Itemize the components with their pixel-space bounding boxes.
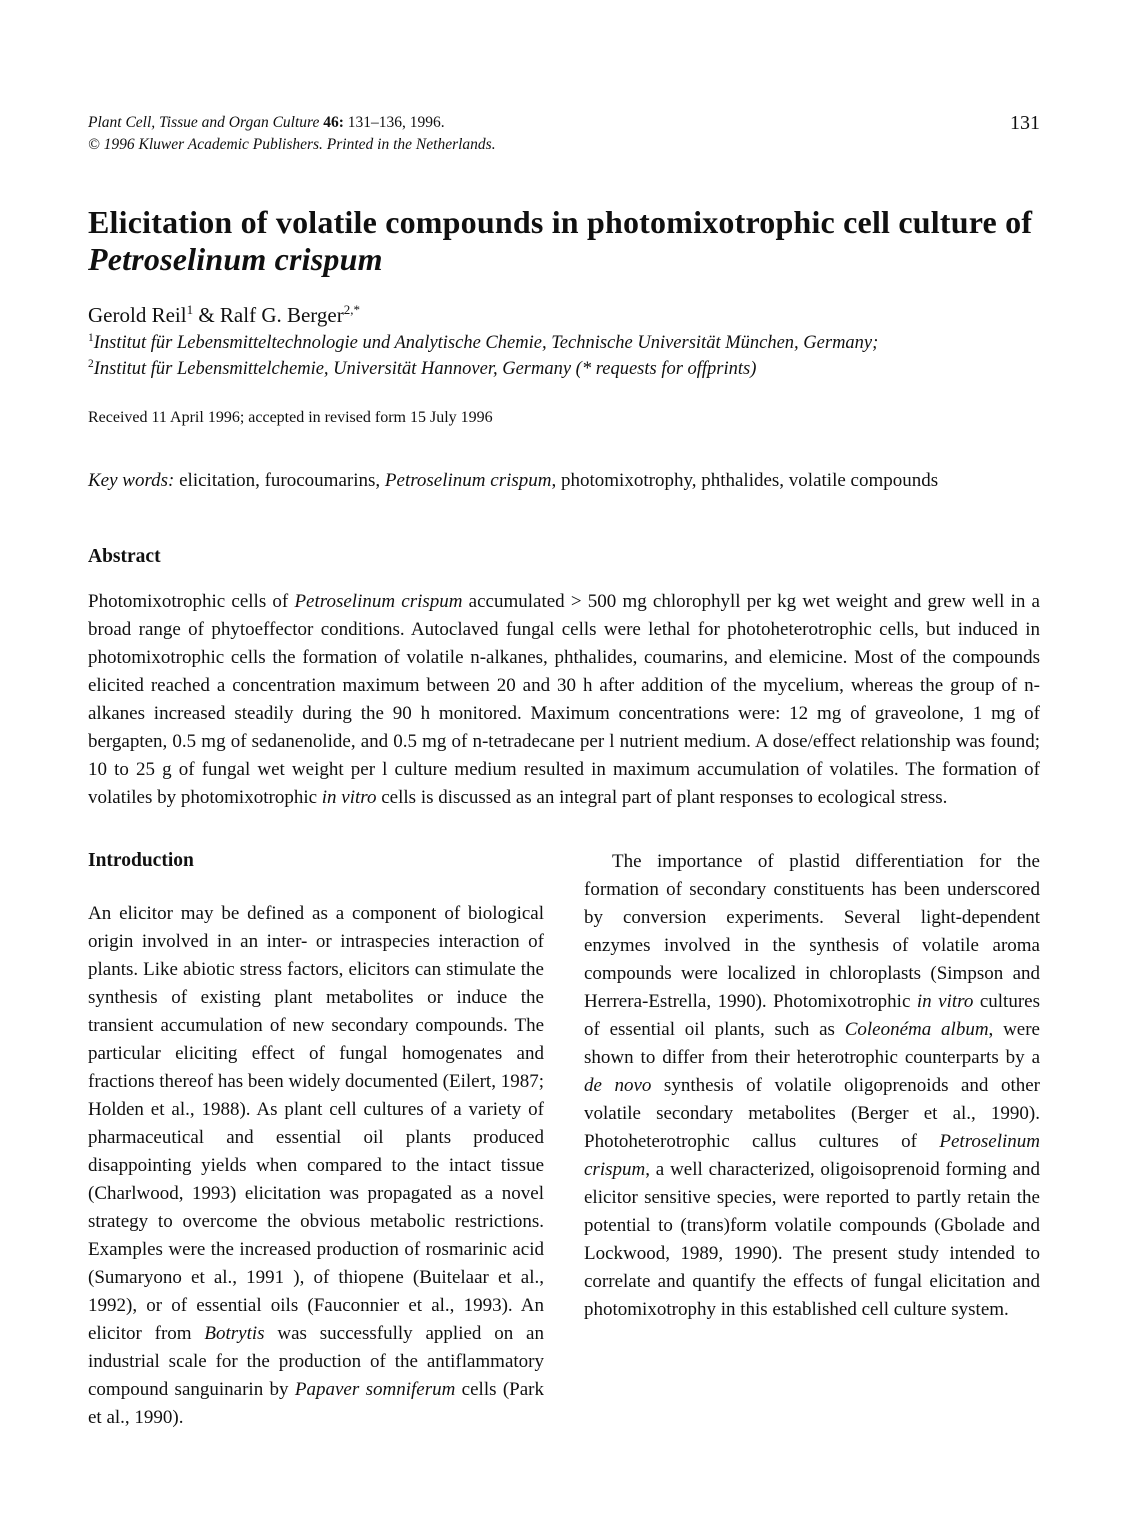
abstract-paragraph: Photomixotrophic cells of Petroselinum crispum accumulated > 500 mg chlorophyll per kg wet weight and grew well in a broad range of phytoeffector conditions. Autoclaved fungal cells were lethal for photoheterotrophic cells, but induced in photomixotrophic cells the formation of volatile n-alkanes, phthalides, coumarins, and elemicine. Most of the compounds elicited reached a concentration maximum between 20 and 30 h after addition of the mycelium, whereas the group of n-alkanes increased steadily during the 90 h monitored. Maximum concentrations were: 12 mg of graveolone, 1 mg of bergapten, 0.5 mg of sedanenolide, and 0.5 mg of n-tetradecane per l nutrient medium. A dose/effect relationship was found; 10 to 25 g of fungal wet weight per l culture medium resulted in maximum accumulation of volatiles. The formation of volatiles by photomixotrophic in vitro cells is discussed as an integral part of plant responses to ecological stress. (88, 591, 1040, 808)
abstract-heading: Abstract (88, 546, 161, 567)
page-number: 131 (1010, 112, 1040, 134)
article-title-line1: Elicitation of volatile compounds in photomixotrophic cell culture of (88, 204, 1033, 240)
introduction-heading: Introduction (88, 850, 194, 871)
journal-citation-line: Plant Cell, Tissue and Organ Culture 46: 131–136, 1996. (88, 114, 445, 131)
article-title-line2: Petroselinum crispum (88, 241, 383, 277)
right-column (584, 848, 1040, 1451)
authors-line: Gerold Reil$^1$ & Ralf G. Berger$^{2,*}$ (88, 302, 361, 327)
introduction-paragraph-right: The importance of plastid differentiation for the formation of secondary constituents has been underscored by conversion experiments. Several light-dependent enzymes involved in the synthesis of volatile aroma compounds were localized in chloroplasts (Simpson and Herrera-Estrella, 1990). Photomixotrophic in vitro cultures of essential oil plants, such as Coleonéma album, were shown to differ from their heterotrophic counterparts by a de novo synthesis of volatile oligoprenoids and other volatile secondary metabolites (Berger et al., 1990). Photoheterotrophic callus cultures of Petroselinum crispum, a well characterized, oligoisoprenoid forming and elicitor sensitive species, were reported to partly retain the potential to (trans)form volatile compounds (Gbolade and Lockwood, 1989, 1990). The present study intended to correlate and quantify the effects of fungal elicitation and photomixotrophy in this established cell culture system. (584, 851, 1040, 1320)
two-column-body (88, 848, 1040, 1451)
affiliation-1: $^1$Institut für Lebensmitteltechnologie und Analytische Chemie, Technische Universität München, Germany; (88, 331, 879, 353)
keywords-line: Key words: elicitation, furocoumarins, Petroselinum crispum, photomixotrophy, phthalides, volatile compounds (88, 470, 939, 491)
introduction-paragraph-left: An elicitor may be defined as a component of biological origin involved in an inter- or intraspecies interaction of plants. Like abiotic stress factors, elicitors can stimulate the synthesis of existing plant metabolites or induce the transient accumulation of new secondary compounds. The particular eliciting effect of fungal homogenates and fractions thereof has been widely documented (Eilert, 1987; Holden et al., 1988). As plant cell cultures of a variety of pharmaceutical and essential oil plants produced disappointing yields when compared to the intact tissue (Charlwood, 1993) elicitation was propagated as a novel strategy to overcome the obvious metabolic restrictions. Examples were the increased production of rosmarinic acid (Sumaryono et al., 1991 ), of thiopene (Buitelaar et al., 1992), or of essential oils (Fauconnier et al., 1993). An elicitor from Botrytis was successfully applied on an industrial scale for the production of the antiflammatory compound sanguinarin by Papaver somniferum cells (Park et al., 1990). (88, 903, 544, 1428)
affiliation-2: $^2$Institut für Lebensmittelchemie, Universität Hannover, Germany (* requests for offprints) (88, 357, 757, 379)
journal-citation-block (88, 112, 496, 156)
article-title (88, 204, 1040, 278)
copyright-line: © 1996 Kluwer Academic Publishers. Printed in the Netherlands. (88, 136, 496, 153)
left-column (88, 848, 544, 1451)
affiliations-block (88, 330, 1040, 382)
journal-header (88, 112, 1040, 156)
received-dates-line: Received 11 April 1996; accepted in revised form 15 July 1996 (88, 409, 493, 426)
